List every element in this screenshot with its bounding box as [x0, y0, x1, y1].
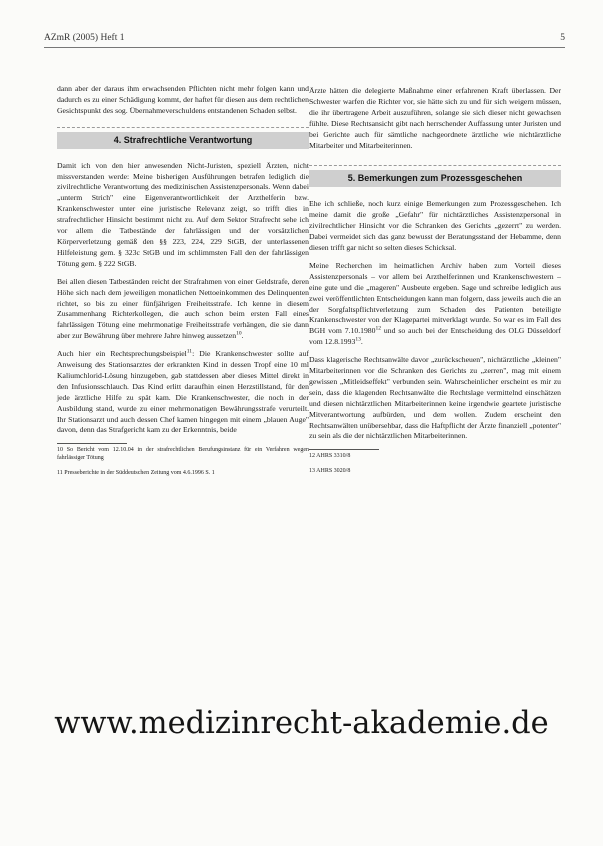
paragraph-case-example: [57, 349, 309, 436]
paragraph-lawyers: Dass klagerische Rechtsanwälte davor „zurückscheuen", nichtärztliche „kleinen" Mitarbeiterinnen vor die Schranken des Gerichts zu „zerren", mag mit einem gewissen „Mitleidseffekt" verbunden sein. Wahrscheinlicher erscheint es mir zu sein, dass die klagenden Rechtsanwälte die Rechtslage vermittelnd einschätzen und diesen nichtärztlichen Mitarbeiterinnen keine irgendwie geartete juristische Mitverantwortung aufbürden, und dem wollen. Zudem erscheint den Rechtsanwälten unübersehbar, dass die Haftpflicht der Ärzte finanziell „potenter" zu sein als die der nichtärztlichen Mitarbeiterinnen.: [309, 355, 561, 441]
section-5-title: 5. Bemerkungen zum Prozessgeschehen: [309, 170, 561, 187]
section-divider: [57, 127, 309, 128]
footnote-rule: [309, 449, 379, 450]
footnote-ref-13: 13: [355, 336, 361, 343]
case-example-text: : Die Krankenschwester sollte auf Anweisung des Stationsarztes der erkrankten Kind in dessen Tropf eine 10 ml Kaliumchlorid-Lösung hinzugeben, gab stattdessen aber dieses Mittel direkt in den Infusionsschlauch. Das Kind erlitt daraufhin einen Herzstillstand, für den jede ärztliche Hilfe zu spät kam. Die Krankenschwester, die noch in der Ausbildung stand, wurde zu einer mehrmonatigen Bewährungsstrafe verurteilt. Ihr Stationsarzt und auch dessen Chef kamen hingegen mit einem „blauen Auge" davon, denn das Strafgericht kam zu der Erkenntnis, beide: [57, 349, 309, 435]
footnote-ref-12: 12: [375, 325, 381, 332]
footnote-10: 10 So Bericht vom 12.10.04 in der strafrechtlichen Berufungsinstanz für ein Verfahren wegen fahrlässiger Tötung: [57, 447, 309, 462]
paragraph-research: Meine Recherchen im heimatlichen Archiv haben zum Vorteil dieses Assistenzpersonals – vor allem bei Arzthelferinnen und Krankenschwestern – eine gute und die „mageren" Ausbeute ergeben. Sage und schreibe lediglich aus zwei veröffentlichten Entscheidungen kann man folgern, dass jeweils auch die an der Sorgfaltspflichtverletzung zum Schaden des Patienten beteiligte Krankenschwester von der Klagepartei mitverklagt wurde. So war es im Fall des BGH vom 7.10.1980$^{12}$ und so auch bei der Entscheidung des OLG Düsseldorf vom 12.8.1993$^{13}$.: [309, 260, 561, 347]
right-intro-paragraph: Ärzte hätten die delegierte Maßnahme einer erfahrenen Kraft überlassen. Der Schwester warfen die Richter vor, sie hätte sich zu und für sich weigern müssen, die ihr übertragene Arbeit auszuführen, solange sie sich dieser nicht gewachsen fühlte. Diese Rechtsansicht gibt nach herrschender Auffassung unter Juristen und bei Gerichte auch für sämtliche nachgeordnete ärztliche wie nichtärztliche Mitarbeiter und Mitarbeiterinnen.: [309, 86, 561, 150]
left-column: [57, 84, 309, 484]
footnote-ref-11: 11: [186, 348, 193, 355]
section-5-heading: [309, 165, 561, 187]
section-4-title: 4. Strafrechtliche Verantwortung: [57, 132, 309, 149]
footnote-rule: [57, 443, 127, 444]
journal-reference: AZmR (2005) Heft 1: [44, 33, 125, 43]
footnote-12: 12 AHRS 3310/8: [309, 453, 351, 460]
footnote-ref-10: 10: [236, 330, 242, 337]
footnote-13: 13 AHRS 3020/8: [309, 468, 351, 475]
right-column: [309, 86, 561, 482]
section-divider: [309, 165, 561, 166]
running-header: [44, 33, 565, 43]
case-example-lead: Auch hier ein Rechtsprechungsbeispiel: [57, 349, 187, 359]
paragraph-procedure: Ehe ich schließe, noch kurz einige Bemerkungen zum Prozessgeschehen. Ich meine damit die große „Gefahr" für nichtärztliches Assistenzpersonal in zivilrechtlicher Hinsicht vor die Schranken des Gerichts „gezerrt" zu werden. Dabei vermeidet sich das ganz bewusst der Beratungsstand der Hebamme, denn diesen trifft gar nicht so selten dieses Schicksal.: [309, 199, 561, 252]
penalties-text: Bei allen diesen Tatbeständen reicht der Strafrahmen von einer Geldstrafe, deren Höhe sich nach dem jeweiligen monatlichen Nettoeinkommen des Delinquenten richtet, so bis zu einer fünfjährigen Freiheitsstrafe. Ich kenne in diesem Zusammenhang Richterkollegen, die auch schon beim ersten Fall eines fahrlässigen Tötung eine mehrmonatige Freiheitsstrafe verhängen, die sie dann aber zur Bewährung über mehrere Jahre hinweg aussetzen: [57, 276, 309, 341]
paragraph-liability: Damit ich von den hier anwesenden Nicht-Juristen, speziell Ärzten, nicht missverstanden werde: Meine bisherigen Ausführungen betrafen lediglich die zivilrechtliche Verantwortung des medizinischen Assistenzpersonals. Wenn dabei „unterm Strich" eine Eigenverantwortlichkeit der Arzthelferin bzw. Krankenschwester unter eine juristische Relevanz zeigt, so trifft dies in strafrechtlicher Hinsicht bestimmt nicht zu. Auf dem Sektor Strafrecht sehe ich vor allem die Tatbestände der fahrlässigen und der vorsätzlichen Körperverletzung gemäß den §§ 223, 224, 229 StGB, der unterlassenen Hilfeleistung gem. § 323c StGB und im schlimmsten Fall den der fahrlässigen Tötung gem. § 222 StGB.: [57, 160, 309, 268]
footnote-11: 11 Presseberichte in der Süddeutschen Zeitung vom 4.6.1996 S. 1: [57, 470, 215, 477]
section-4-heading: [57, 127, 309, 149]
research-text-rest: und so auch bei der Entscheidung des OLG Düsseldorf vom 12.8.1993: [309, 326, 561, 347]
page-number: 5: [560, 33, 565, 43]
left-intro-paragraph: dann aber der daraus ihm erwachsenden Pflichten nicht mehr folgen kann und dadurch es zu einer Schädigung kommt, der haftet für diesen aus dem rechtlichen Gesichtspunkt des sog. Übernahmeverschuldens entstandenen Schaden selbst.: [57, 84, 309, 115]
header-rule: [44, 47, 565, 48]
research-text: Meine Recherchen im heimatlichen Archiv haben zum Vorteil dieses Assistenzpersonals – vor allem bei Arzthelferinnen und Krankenschwestern – eine gute und die „mageren" Ausbeute ergeben. Sage und schreibe lediglich aus zwei veröffentlichten Entscheidungen kann man folgern, dass jeweils auch die an der Sorgfaltspflichtverletzung zum Schaden des Patienten beteiligte Krankenschwester von der Klagepartei mitverklagt wurde. So war es im Fall des BGH vom 7.10.1980: [309, 260, 561, 336]
paragraph-penalties: Bei allen diesen Tatbeständen reicht der Strafrahmen von einer Geldstrafe, deren Höhe sich nach dem jeweiligen monatlichen Nettoeinkommen des Delinquenten richtet, so bis zu einer fünfjährigen Freiheitsstrafe. Ich kenne in diesem Zusammenhang Richterkollegen, die auch schon beim ersten Fall eines fahrlässigen Tötung eine mehrmonatige Freiheitsstrafe verhängen, die sie dann aber zur Bewährung über mehrere Jahre hinweg aussetzen$^{10}$.: [57, 276, 309, 341]
website-url[interactable]: www.medizinrecht-akademie.de: [54, 706, 549, 741]
